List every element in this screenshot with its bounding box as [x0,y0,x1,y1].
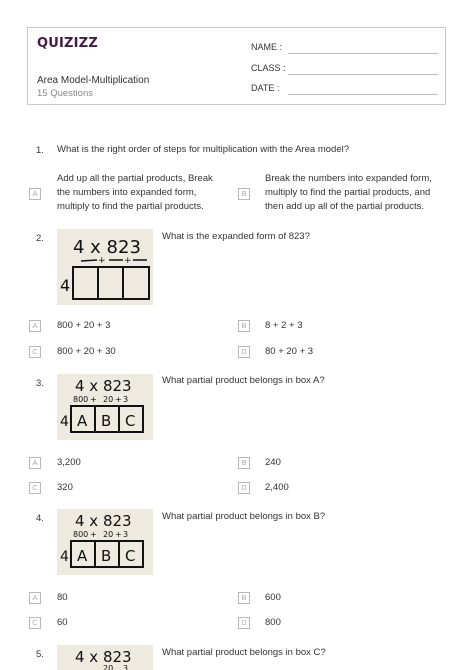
question-number: 3. [36,378,44,389]
option-badge[interactable]: D [238,617,250,629]
option-badge[interactable]: D [238,482,250,494]
image-box-label: C [125,547,136,565]
option-text[interactable]: 60 [57,617,68,628]
svg-text:+: + [115,530,122,539]
image-box-label: B [101,412,112,430]
option-text[interactable]: 800 + 20 + 3 [57,320,111,331]
option-badge[interactable]: A [29,592,41,604]
image-box-label: C [125,412,136,430]
image-part-label: 3 [123,664,129,670]
option-badge[interactable]: A [29,188,41,200]
option-text[interactable]: 600 [265,592,281,603]
svg-text:+: + [98,256,106,266]
image-top-label: 4 x 823 [73,237,141,258]
option-text[interactable]: 80 + 20 + 3 [265,346,314,357]
option-badge[interactable]: A [29,320,41,332]
svg-text:+: + [124,256,132,266]
class-field[interactable] [288,74,438,75]
image-part-label: 20 [103,664,114,670]
quizizz-logo: QUIZIZZ [37,36,98,51]
question-count: 15 Questions [37,88,93,99]
option-badge[interactable]: C [29,346,41,358]
image-top-label: 4 x 823 [75,512,132,530]
option-text[interactable]: Break the numbers into expanded form, multiply to find the partial products, and then add up all of the partial products. [265,173,432,212]
class-label: CLASS : [251,63,286,73]
question-number: 4. [36,513,44,524]
option-badge[interactable]: B [238,457,250,469]
date-label: DATE : [251,83,280,93]
question-text: What partial product belongs in box A? [162,375,325,386]
image-part-label: 3 [123,530,129,539]
option-text[interactable]: 240 [265,457,281,468]
image-part-label: 800 [73,395,89,404]
option-text[interactable]: 320 [57,482,73,493]
option-text[interactable]: 3,200 [57,457,81,468]
option-badge[interactable]: A [29,457,41,469]
question-number: 5. [36,649,44,660]
option-text[interactable]: 2,400 [265,482,289,493]
svg-text:+: + [115,395,122,404]
image-box-label: A [77,412,88,430]
option-text[interactable]: 80 [57,592,68,603]
image-part-label: 3 [123,395,129,404]
option-text[interactable]: 800 [265,617,281,628]
question-text: What partial product belongs in box C? [162,647,326,658]
image-part-label: 800 [73,530,89,539]
area-model-image [57,509,153,575]
worksheet-header [27,27,446,105]
name-label: NAME : [251,42,283,52]
area-model-image [57,229,153,305]
area-model-drawing [57,229,153,305]
option-badge[interactable]: C [29,617,41,629]
worksheet-title: Area Model-Multiplication [37,75,150,86]
area-model-image [57,374,153,440]
date-field[interactable] [288,94,438,95]
question-text: What is the expanded form of 823? [162,231,310,242]
question-number: 2. [36,233,44,244]
option-badge[interactable]: B [238,320,250,332]
area-model-drawing [57,509,153,575]
question-text: What is the right order of steps for multiplication with the Area model? [57,144,349,155]
image-part-label: 20 [103,530,114,539]
image-top-label: 4 x 823 [75,377,132,395]
option-badge[interactable]: B [238,592,250,604]
svg-text:+: + [90,530,97,539]
question-text: What partial product belongs in box B? [162,511,326,522]
option-badge[interactable]: B [238,188,250,200]
option-text[interactable]: 800 + 20 + 30 [57,346,116,357]
image-part-label: 20 [103,395,114,404]
area-model-drawing [57,645,153,670]
image-box-label: B [101,547,112,565]
area-model-drawing [57,374,153,440]
image-side-label: 4 [60,549,69,565]
name-field[interactable] [288,53,438,54]
option-badge[interactable]: C [29,482,41,494]
question-number: 1. [36,145,44,156]
svg-text:+: + [90,395,97,404]
option-badge[interactable]: D [238,346,250,358]
option-text[interactable]: 8 + 2 + 3 [265,320,303,331]
image-side-label: 4 [60,414,69,430]
option-text[interactable]: Add up all the partial products, Break the numbers into expanded form, multiply to find the partial products. [57,173,213,212]
image-top-label: 4 x 823 [75,648,132,666]
area-model-image [57,645,153,670]
image-side-label: 4 [60,276,71,295]
image-box-label: A [77,547,88,565]
